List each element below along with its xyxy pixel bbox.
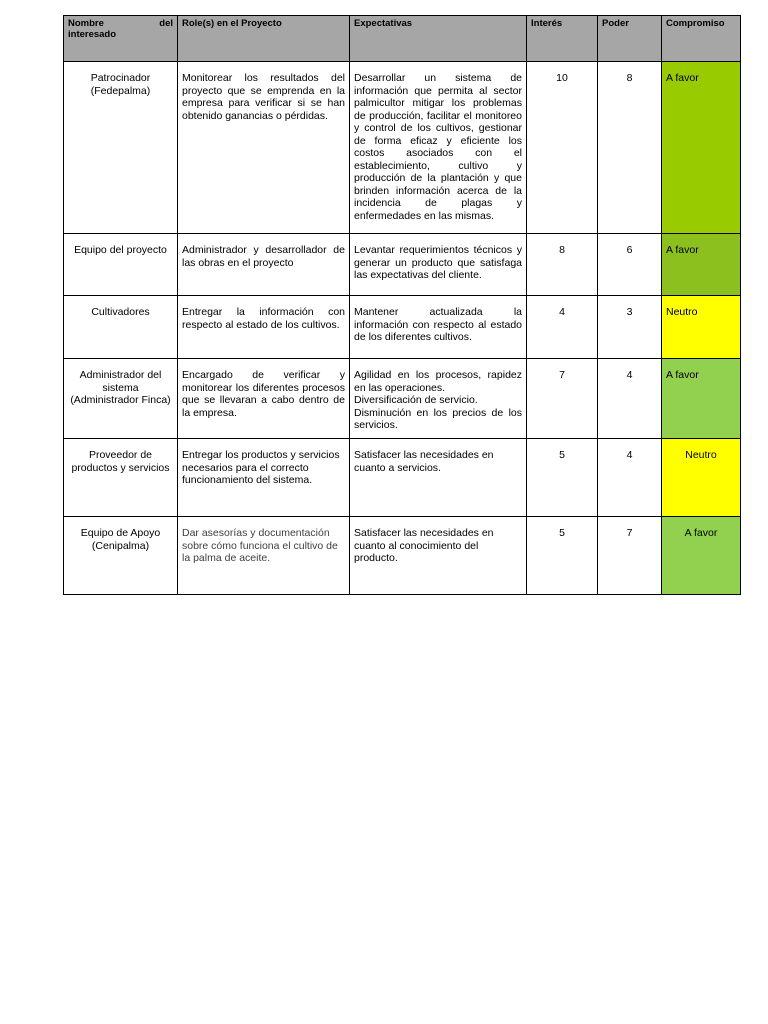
header-expectations: Expectativas <box>350 16 527 62</box>
stakeholder-name: Patrocinador (Fedepalma) <box>64 62 178 234</box>
table-row <box>64 359 741 439</box>
stakeholder-interest: 4 <box>527 296 598 359</box>
header-stakeholder-name <box>64 16 178 62</box>
stakeholder-expectations <box>350 359 527 439</box>
stakeholder-commitment: A favor <box>662 517 741 595</box>
stakeholder-name: Proveedor de productos y servicios <box>64 439 178 517</box>
stakeholder-role: Dar asesorías y documentación sobre cómo funciona el cultivo de la palma de aceite. <box>178 517 350 595</box>
stakeholder-role: Monitorear los resultados del proyecto que se emprenda en la empresa para verificar si se han obtenido ganancias o pérdidas. <box>178 62 350 234</box>
header-power: Poder <box>598 16 662 62</box>
header-name-line1: Nombre del <box>68 18 173 29</box>
header-roles: Role(s) en el Proyecto <box>178 16 350 62</box>
stakeholder-interest: 8 <box>527 234 598 296</box>
stakeholder-name: Equipo del proyecto <box>64 234 178 296</box>
stakeholder-role: Encargado de verificar y monitorear los diferentes procesos que se llevaran a cabo dentro de la empresa. <box>178 359 350 439</box>
stakeholder-power: 6 <box>598 234 662 296</box>
expectation-line: Diversificación de servicio. <box>354 394 478 406</box>
stakeholder-expectations: Satisfacer las necesidades en cuanto a servicios. <box>350 439 527 517</box>
stakeholder-commitment: A favor <box>662 62 741 234</box>
header-interest: Interés <box>527 16 598 62</box>
stakeholder-table <box>63 15 741 595</box>
stakeholder-name: Cultivadores <box>64 296 178 359</box>
stakeholder-role: Entregar los productos y servicios necesarios para el correcto funcionamiento del sistema. <box>178 439 350 517</box>
stakeholder-power: 4 <box>598 439 662 517</box>
expectation-line: Agilidad en los procesos, rapidez en las operaciones. <box>354 369 522 394</box>
stakeholder-interest: 7 <box>527 359 598 439</box>
table-header-row <box>64 16 741 62</box>
stakeholder-name: Administrador del sistema (Administrador Finca) <box>64 359 178 439</box>
stakeholder-interest: 5 <box>527 439 598 517</box>
stakeholder-commitment: A favor <box>662 359 741 439</box>
stakeholder-expectations: Desarrollar un sistema de información que permita al sector palmicultor mitigar los problemas de producción, facilitar el monitoreo y control de los cultivos, gestionar de forma eficaz y eficiente los costos asociados con el establecimiento, cultivo y producción de la plantación y que brinden información acerca de la incidencia de plagas y enfermedades en las mismas. <box>350 62 527 234</box>
table-row <box>64 62 741 234</box>
stakeholder-expectations: Mantener actualizada la información con respecto al estado de los diferentes cultivos. <box>350 296 527 359</box>
stakeholder-power: 3 <box>598 296 662 359</box>
stakeholder-expectations: Levantar requerimientos técnicos y generar un producto que satisfaga las expectativas del cliente. <box>350 234 527 296</box>
header-commitment: Compromiso <box>662 16 741 62</box>
stakeholder-power: 7 <box>598 517 662 595</box>
table-row <box>64 517 741 595</box>
table-row <box>64 234 741 296</box>
table-row <box>64 439 741 517</box>
stakeholder-power: 4 <box>598 359 662 439</box>
stakeholder-commitment: Neutro <box>662 296 741 359</box>
stakeholder-role: Entregar la información con respecto al estado de los cultivos. <box>178 296 350 359</box>
stakeholder-name: Equipo de Apoyo (Cenipalma) <box>64 517 178 595</box>
stakeholder-power: 8 <box>598 62 662 234</box>
stakeholder-commitment: A favor <box>662 234 741 296</box>
header-name-line2: interesado <box>68 29 117 40</box>
stakeholder-interest: 5 <box>527 517 598 595</box>
stakeholder-expectations: Satisfacer las necesidades en cuanto al conocimiento del producto. <box>350 517 527 595</box>
table-row <box>64 296 741 359</box>
stakeholder-role: Administrador y desarrollador de las obras en el proyecto <box>178 234 350 296</box>
stakeholder-commitment: Neutro <box>662 439 741 517</box>
stakeholder-interest: 10 <box>527 62 598 234</box>
expectation-line: Disminución en los precios de los servicios. <box>354 406 522 431</box>
